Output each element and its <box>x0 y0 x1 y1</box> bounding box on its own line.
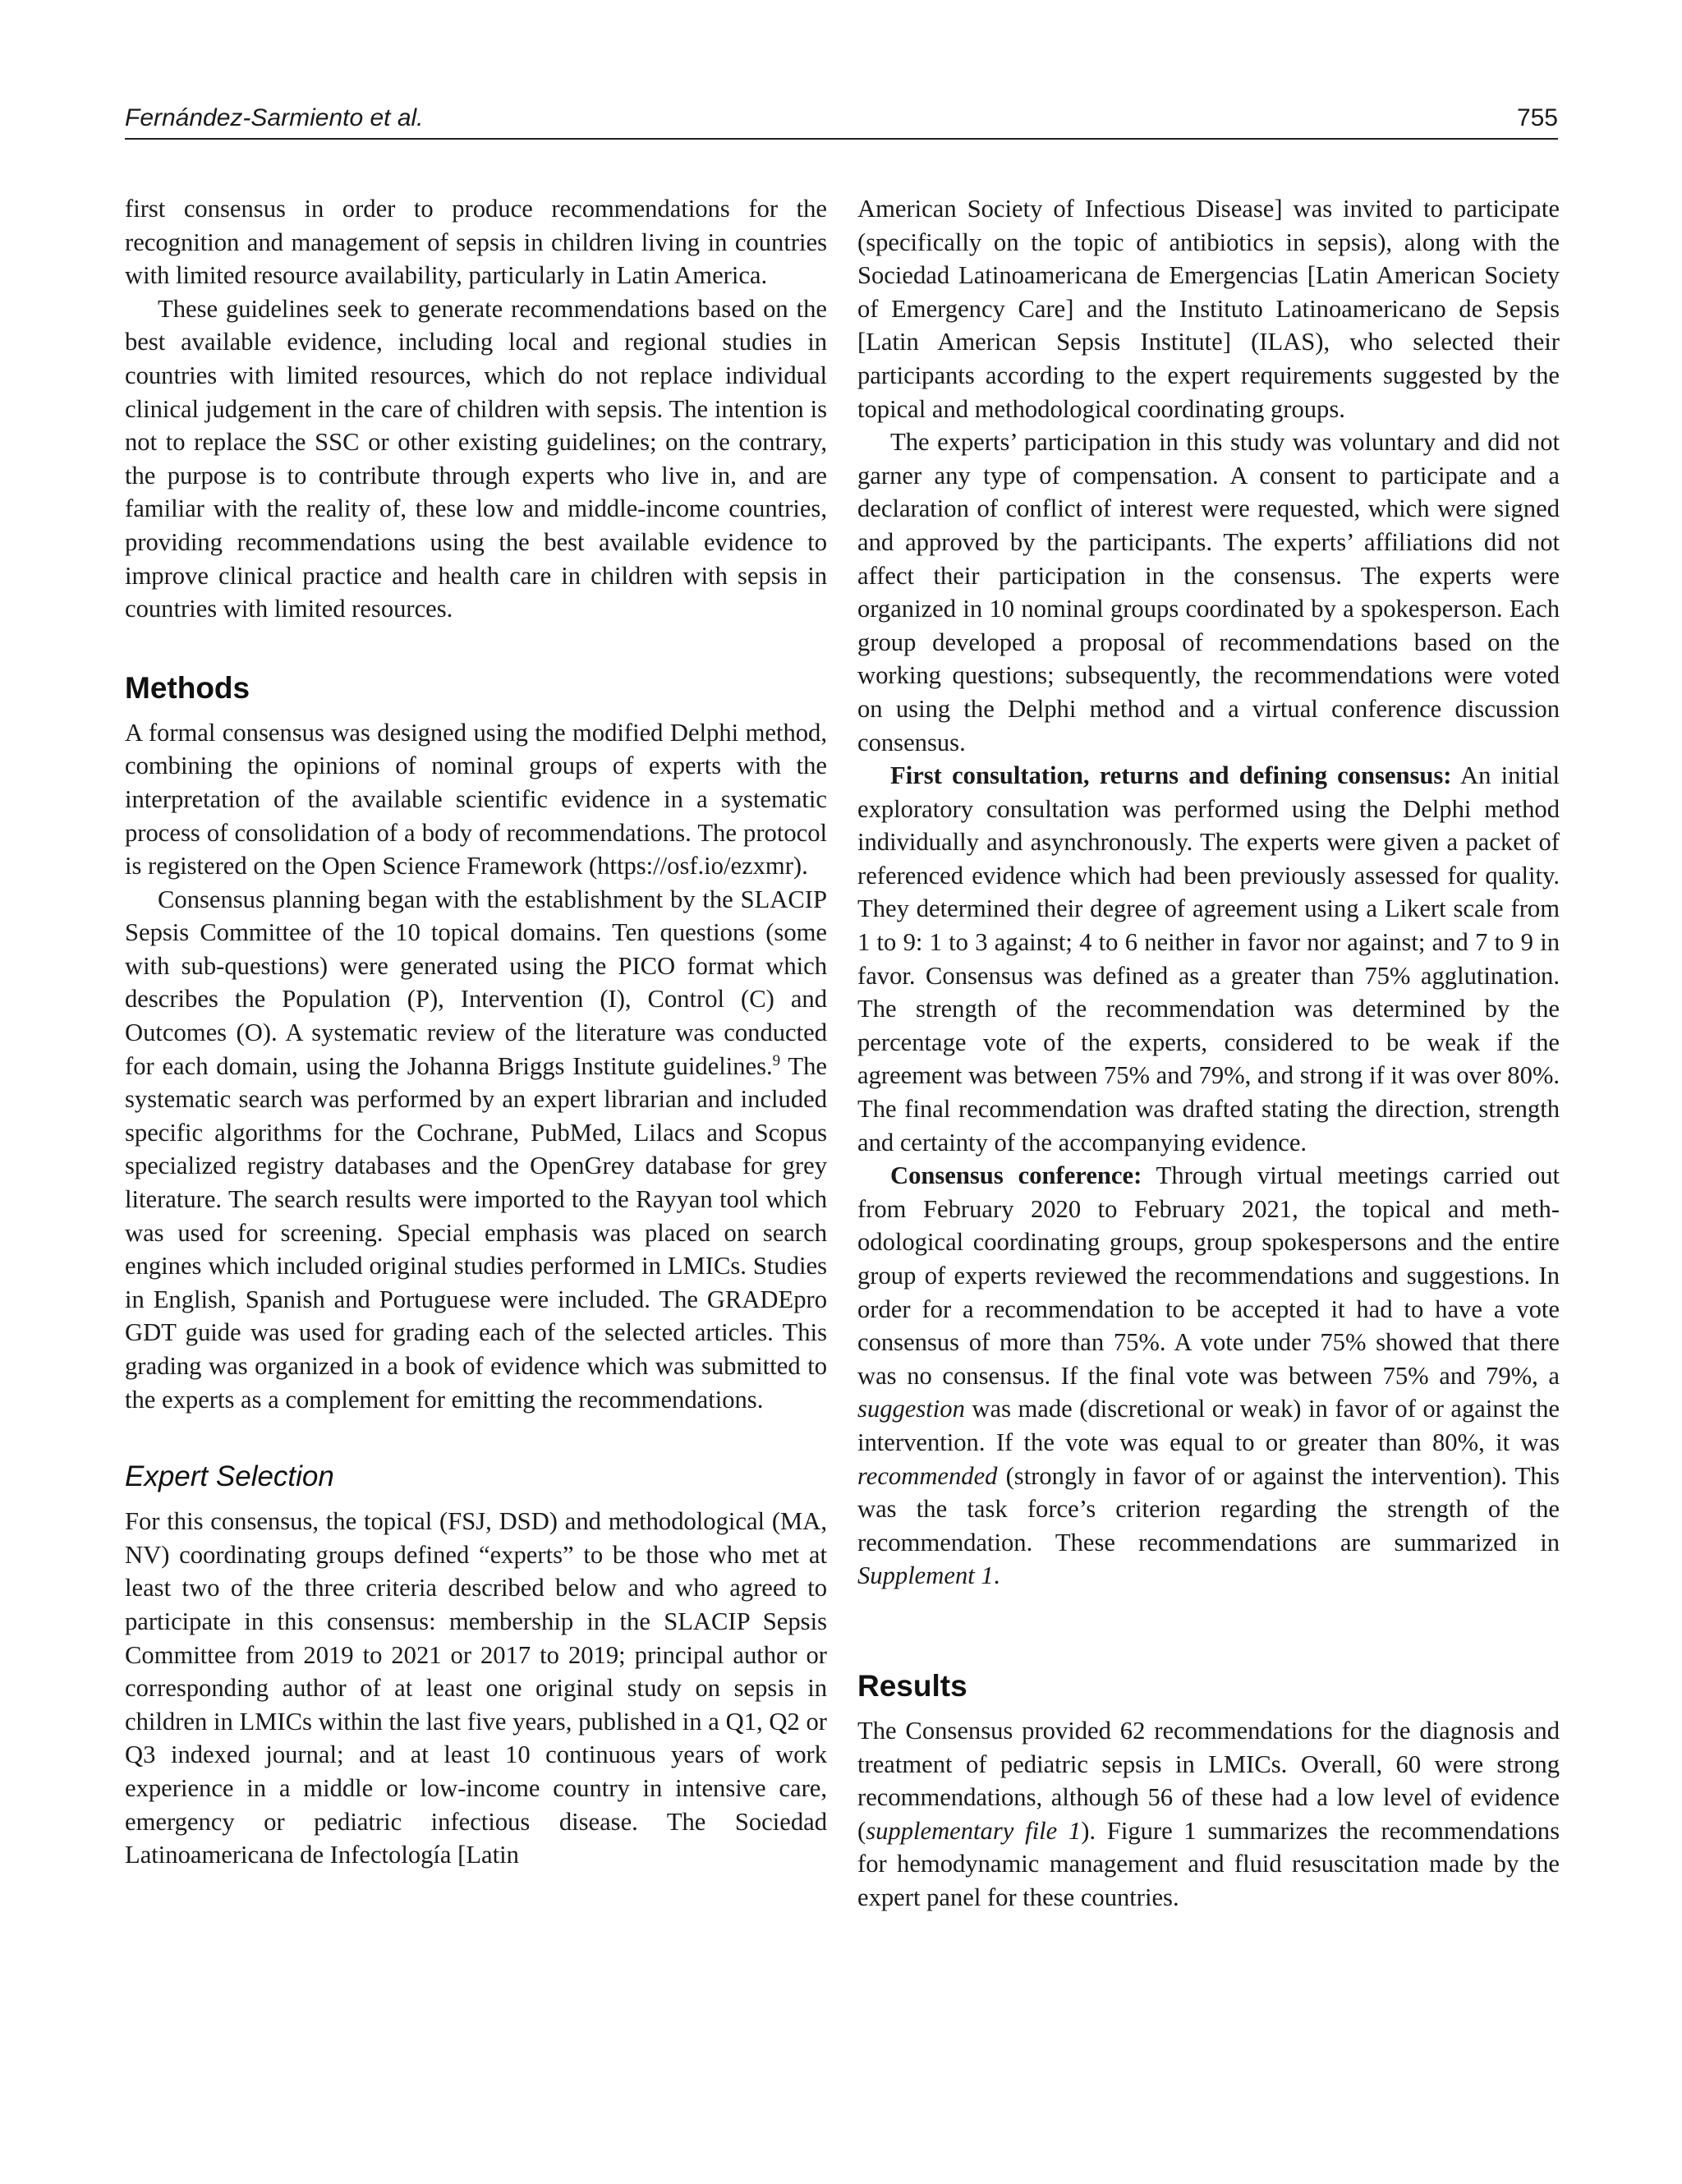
expert-selection-heading: Expert Selection <box>125 1460 334 1493</box>
consensus-conference-text-c: (strongly in favor of or against the intervention). This was the task force’s criterion regarding the strength of the recommendation. These recommendations are summarized in <box>857 1461 1560 1556</box>
participation-paragraph: The experts’ participation in this study was voluntary and did not garner any type of compensation. A consent to participate and a declaration of conflict of interest were requested, which were signed and approved by the participants. The experts’ affiliations did not affect their participation in the consensus. The experts were organized in 10 nominal groups coordinated by a spokesperson. Each group developed a proposal of recommendations based on the working questions; subsequently, the recommendations were voted on using the Delphi method and a virtual conference discussion consensus. <box>857 428 1560 756</box>
reference-marker: 9 <box>772 1051 781 1069</box>
consensus-conference-paragraph <box>857 1159 1560 1593</box>
methods-paragraph-2-text-b: The systematic search was performed by an expert librarian and included specific algorithms for the Cochrane, PubMed, Lilacs and Scopus specialized registry databases and the OpenGrey database for grey literature. The search results were imported to the Rayyan tool which was used for screening. Special emphasis was placed on search engines which included original studies performed in LMICs. Studies in English, Spanish and Portuguese were included. The GRADEpro GDT guide was used for grading each of the selected articles. This grading was organized in a book of evidence which was submitted to the experts as a complement for emitting the recommendations. <box>125 1051 827 1414</box>
consensus-conference-text-d: . <box>993 1561 1000 1590</box>
methods-paragraph-2 <box>125 883 827 1417</box>
intro-paragraph-continued: first consensus in order to produce recommendations for the recognition and management of sepsis in children living in countries with limited resource availability, particularly in Latin America. <box>125 195 827 290</box>
recommended-term: recommended <box>857 1461 998 1490</box>
results-paragraph <box>857 1714 1560 1915</box>
heading-spacer <box>857 1704 1560 1714</box>
first-consultation-text: An initial exploratory consultation was performed using the Delphi method individually and asynchronously. The experts were given a packet of referenced evidence which had been previously assessed for quality. They determined their degree of agreement using a Likert scale from 1 to 9: 1 to 3 against; 4 to 6 neither in favor nor against; and 7 to 9 in favor. Consensus was defined as a greater than 75% agglutination. The strength of the recommendation was determined by the percentage vote of the experts, considered to be weak if the agreement was between 75% and 79%, and strong if it was over 80%. The final recommendation was drafted stating the direction, strength and certainty of the accompanying evidence. <box>857 761 1560 1156</box>
first-consultation-lead: First consultation, returns and defining consensus: <box>890 761 1452 790</box>
methods-heading: Methods <box>125 670 250 705</box>
guidelines-paragraph: These guidelines seek to generate recommendations based on the best available evidence, including local and regional studies in countries with limited resources, which do not replace individual clinical judgement in the care of children with sepsis. The intention is not to replace the SSC or other existing guidelines; on the contrary, the purpose is to contribute through experts who live in, and are familiar with the reality of, these low and middle-income countries, providing recommendations using the best available evidence to improve clinical practice and health care in children with sepsis in countries with limited resources. <box>125 294 827 623</box>
running-head <box>125 103 1558 140</box>
heading-spacer <box>125 1495 827 1505</box>
section-spacer <box>125 626 827 670</box>
results-text-b: ). Figure 1 summarizes the recommendations for hemodynamic management and fluid resuscitation made by the expert panel for these countries. <box>857 1816 1560 1911</box>
running-head-author: Fernández-Sarmiento et al. <box>125 104 424 131</box>
consensus-conference-text-a: Through virtual meetings carried out from February 2020 to February 2021, the topical and methodological coordinating groups, group spokespersons and the entire group of experts reviewed the recommendations and suggestions. In order for a recommendation to be accepted it had to have a vote consensus of more than 75%. A vote under 75% showed that there was no consensus. If the final vote was between 75% and 79%, a <box>857 1161 1560 1390</box>
results-heading: Results <box>857 1668 967 1703</box>
consensus-conference-text-b: was made (discretional or weak) in favor of or against the intervention. If the vote was equal to or greater than 80%, it was <box>857 1395 1560 1456</box>
methods-paragraph-1: A formal consensus was designed using the modified Delphi method, combining the opinions of nominal groups of experts with the interpretation of the available scientific evidence in a systematic process of consolidation of a body of recommendations. The protocol is registered on the Open Science Framework (https://osf.io/ezxmr). <box>125 718 827 880</box>
supplementary-file-reference: supplementary file 1 <box>866 1816 1082 1845</box>
results-text-a: The Consensus provided 62 recommendations for the diagnosis and treatment of pediatric sepsis in LMICs. Overall, 60 were strong recommendations, although 56 of these had a low level of evidence ( <box>857 1716 1560 1845</box>
suggestion-term: suggestion <box>857 1395 965 1423</box>
first-consultation-paragraph <box>857 759 1560 1159</box>
section-spacer <box>857 1593 1560 1668</box>
expert-selection-paragraph: For this consensus, the topical (FSJ, DSD) and methodological (MA, NV) coordinating groups defined “experts” to be those who met at least two of the three criteria described below and who agreed to participate in this consensus: membership in the SLACIP Sepsis Committee from 2019 to 2021 or 2017 to 2019; principal author or corresponding author of at least one original study on sepsis in children in LMICs within the last five years, published in a Q1, Q2 or Q3 indexed journal; and at least 10 continuous years of work experience in a middle or low-income country in intensive care, emergency or pediatric infectious disease. The Sociedad Latinoamericana de Infectología [Latin <box>125 1507 827 1869</box>
left-column <box>125 192 827 1872</box>
heading-spacer <box>125 706 827 716</box>
page-number: 755 <box>1516 104 1558 131</box>
methods-paragraph-2-text-a: Consensus planning began with the establishment by the SLACIP Sepsis Committee of the 10 topical domains. Ten questions (some with sub-questions) were generated using the PICO format which describes the Population (P), Intervention (I), Control (C) and Outcomes (O). A systematic review of the literature was conducted for each domain, using the Johanna Briggs Institute guidelines. <box>125 885 827 1080</box>
expert-selection-paragraph-continued: American Society of Infectious Disease] was invited to participate (specifically on the topic of antibiotics in sepsis), along with the Sociedad Latinoamericana de Emergencias [Latin American Society of Emergency Care] and the Instituto Latinoamericano de Sepsis [Latin American Sepsis Institute] (ILAS), who selected their participants according to the expert requirements suggested by the topical and methodological coordinating groups. <box>857 195 1560 423</box>
subsection-spacer <box>125 1416 827 1459</box>
consensus-conference-lead: Consensus conference: <box>890 1161 1142 1190</box>
supplement-reference: Supplement 1 <box>857 1561 994 1590</box>
right-column <box>857 192 1560 1915</box>
header-rule <box>125 138 1558 140</box>
